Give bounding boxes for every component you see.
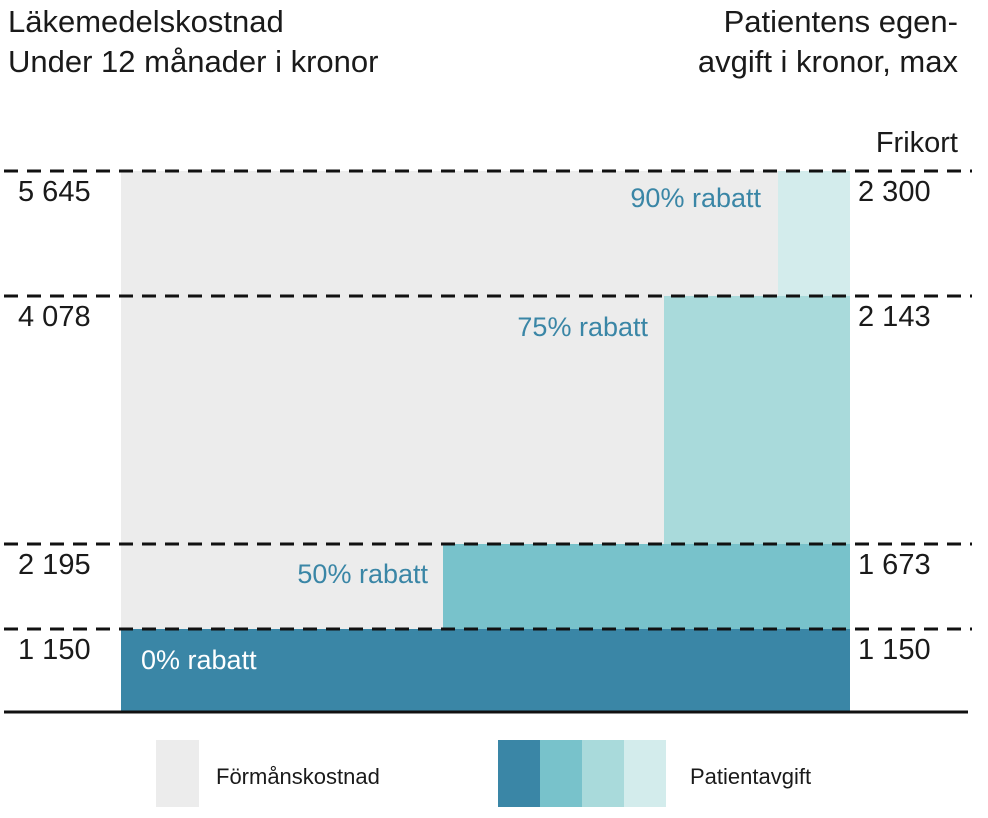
discount-label-3: 90% rabatt: [630, 183, 761, 213]
legend-benefit-label: Förmånskostnad: [216, 764, 380, 789]
fee-band-75: [664, 296, 850, 544]
right-title-line2: avgift i kronor, max: [697, 44, 958, 79]
left-title-line2: Under 12 månader i kronor: [8, 44, 379, 79]
cost-label-1: 2 195: [18, 549, 91, 581]
fee-label-1: 1 673: [858, 549, 931, 581]
legend-patient-swatch-3: [624, 740, 666, 807]
cost-label-3: 5 645: [18, 176, 91, 208]
fee-label-3: 2 300: [858, 176, 931, 208]
discount-label-1: 50% rabatt: [297, 559, 428, 589]
cost-label-2: 4 078: [18, 301, 91, 333]
legend-patient-label: Patientavgift: [690, 764, 812, 789]
fee-label-2: 2 143: [858, 301, 931, 333]
fee-band-90: [778, 171, 850, 296]
discount-label-2: 75% rabatt: [517, 312, 648, 342]
fee-label-0: 1 150: [858, 634, 931, 666]
legend-patient-swatch-0: [498, 740, 540, 807]
cost-label-0: 1 150: [18, 634, 91, 666]
legend-patient-swatch-1: [540, 740, 582, 807]
legend-benefit-swatch: [156, 740, 199, 807]
frikort-label: Frikort: [875, 127, 958, 159]
legend-patient-swatch-2: [582, 740, 624, 807]
discount-label-0: 0% rabatt: [141, 645, 257, 675]
right-title-line1: Patientens egen-: [723, 4, 958, 39]
left-title-line1: Läkemedelskostnad: [8, 4, 284, 39]
fee-band-50: [443, 544, 850, 629]
